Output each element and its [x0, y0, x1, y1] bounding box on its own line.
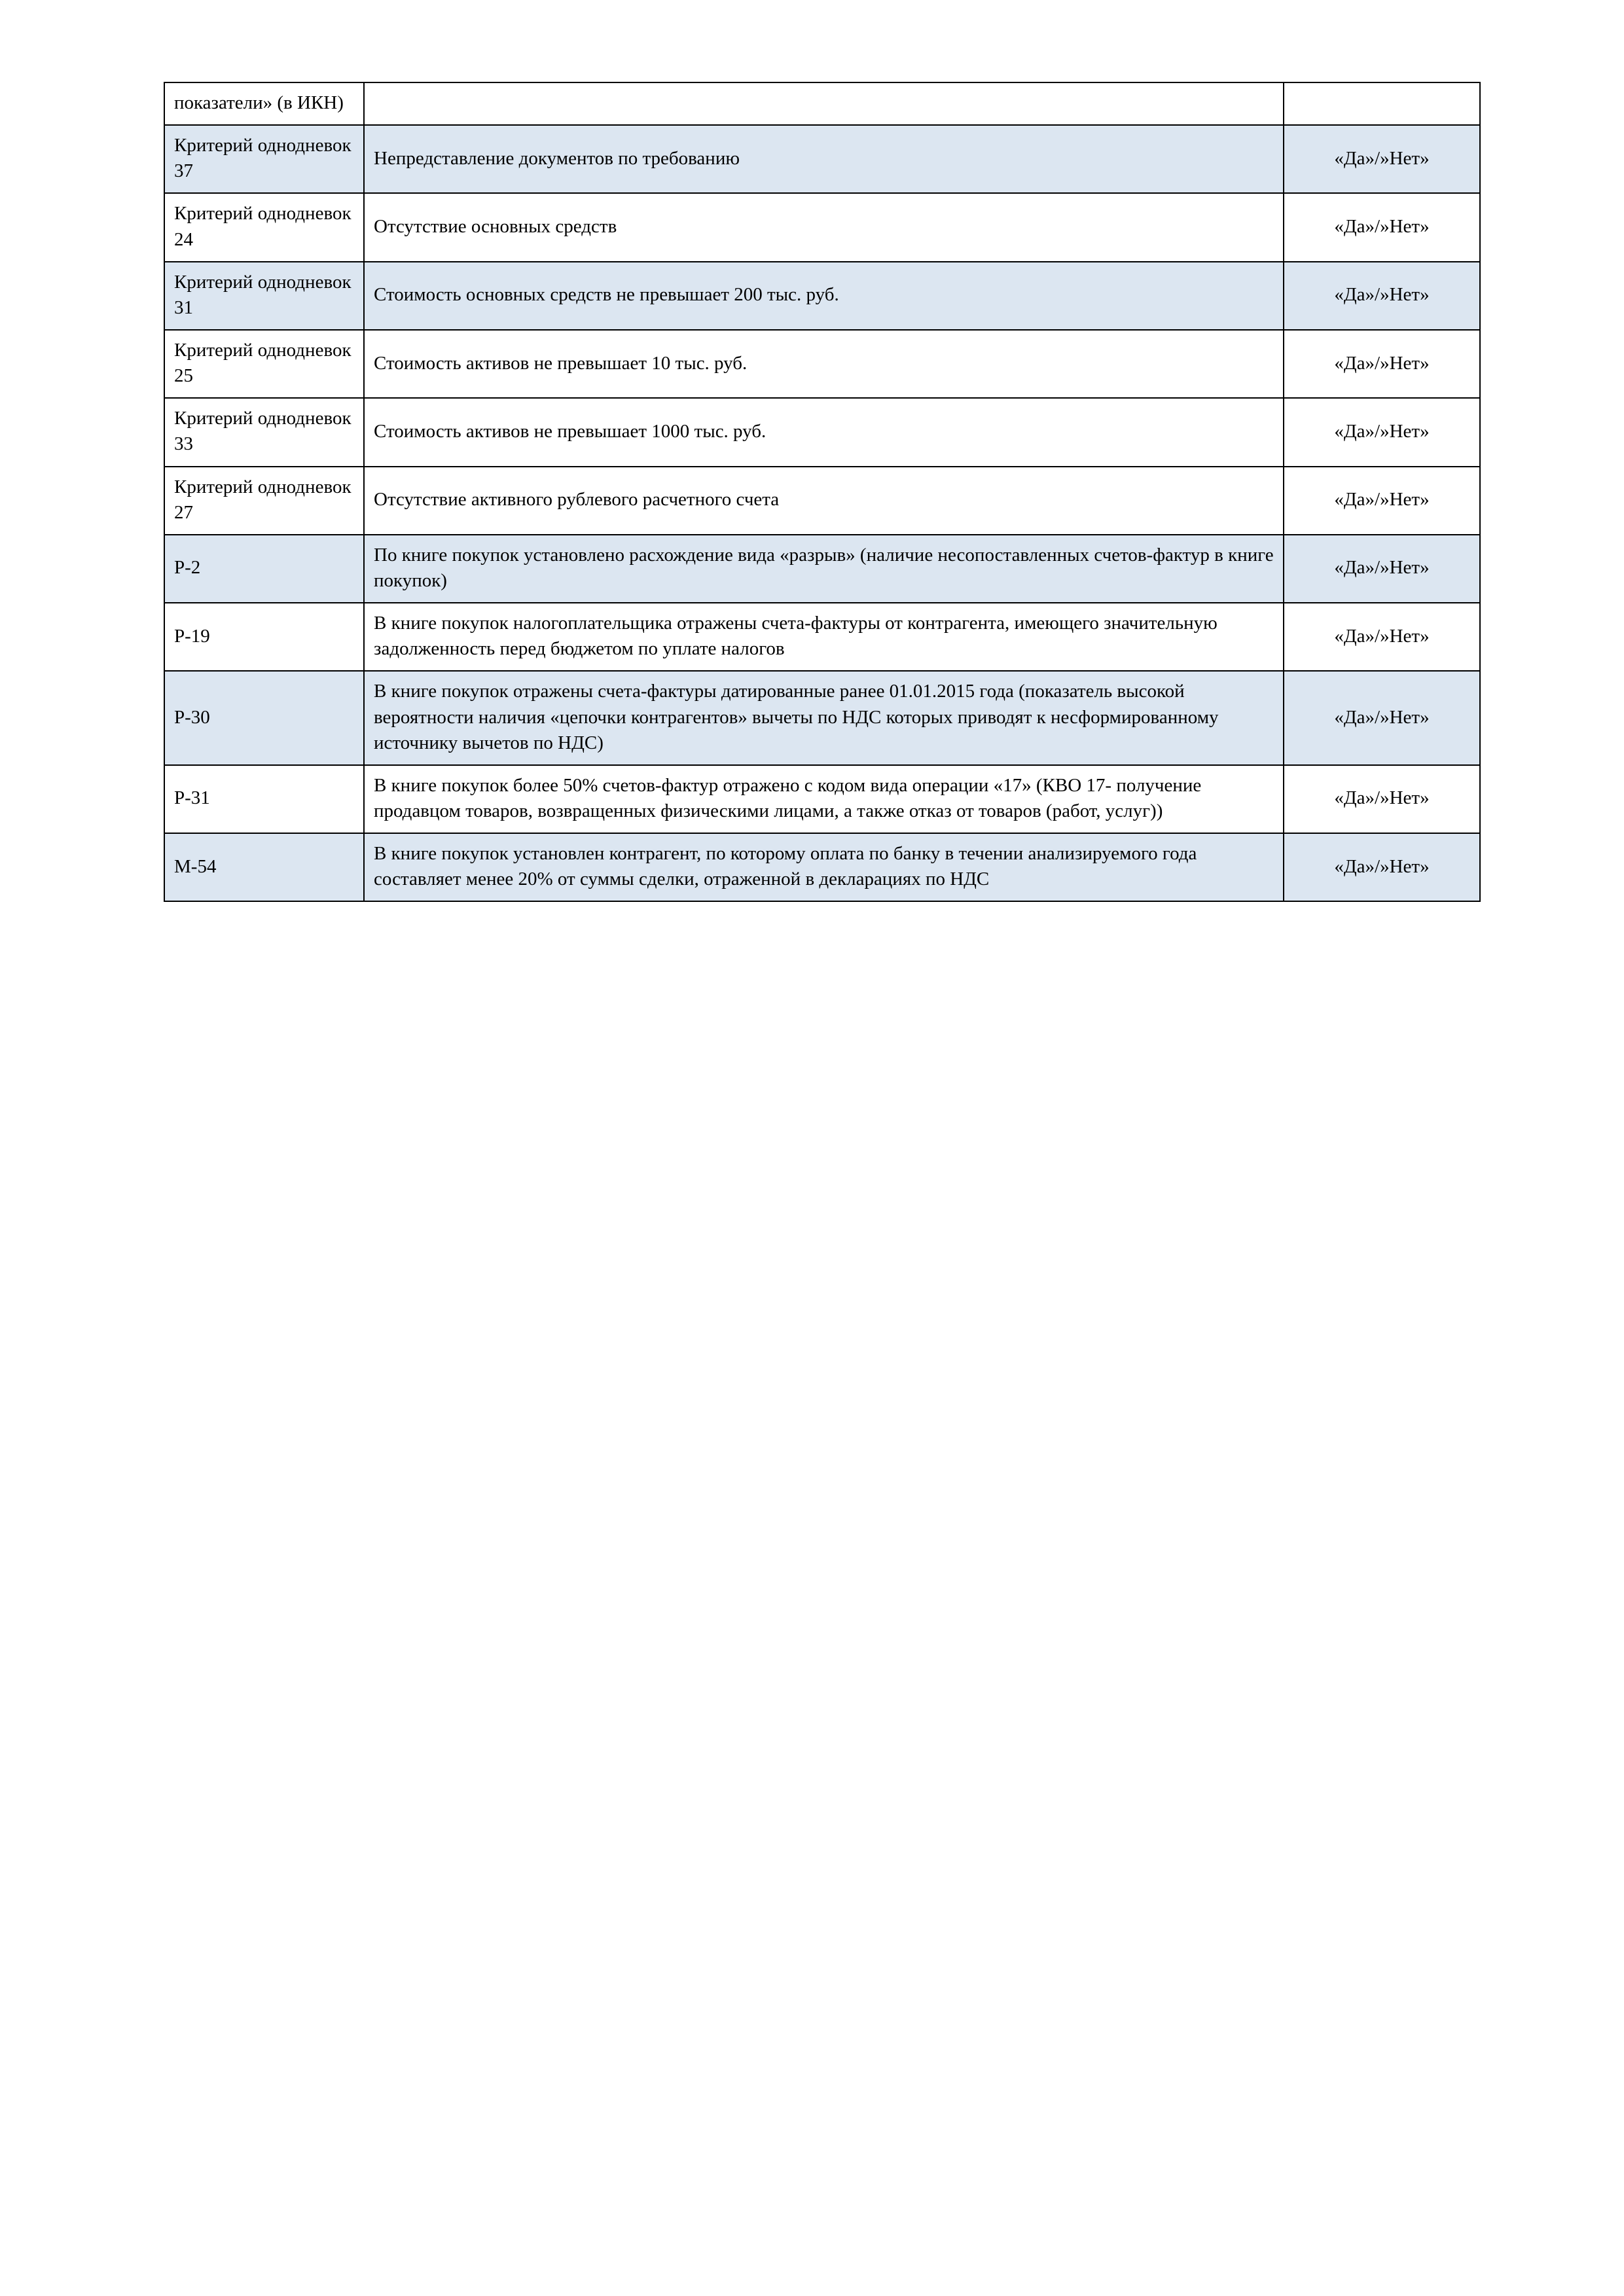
criteria-description-cell: Отсутствие активного рублевого расчетного счета	[364, 467, 1284, 535]
criteria-code-cell: Критерий однодневок 33	[164, 398, 364, 466]
table-row	[164, 535, 1480, 603]
table-row	[164, 125, 1480, 193]
criteria-code-cell: Р-19	[164, 603, 364, 671]
table-row	[164, 671, 1480, 764]
criteria-description-cell: Стоимость основных средств не превышает 200 тыс. руб.	[364, 262, 1284, 330]
criteria-code-cell: Критерий однодневок 25	[164, 330, 364, 398]
criteria-code-cell: Р-30	[164, 671, 364, 764]
criteria-value-cell: «Да»/»Нет»	[1284, 193, 1480, 261]
criteria-value-cell: «Да»/»Нет»	[1284, 603, 1480, 671]
criteria-code-cell: М-54	[164, 833, 364, 901]
table-row	[164, 603, 1480, 671]
criteria-code-cell: Критерий однодневок 37	[164, 125, 364, 193]
criteria-value-cell: «Да»/»Нет»	[1284, 535, 1480, 603]
criteria-table	[164, 82, 1481, 902]
table-row	[164, 262, 1480, 330]
criteria-value-cell	[1284, 82, 1480, 125]
criteria-description-cell: Отсутствие основных средств	[364, 193, 1284, 261]
criteria-description-cell: По книге покупок установлено расхождение вида «разрыв» (наличие несопоставленных счетов-фактур в книге покупок)	[364, 535, 1284, 603]
criteria-value-cell: «Да»/»Нет»	[1284, 262, 1480, 330]
criteria-description-cell: Стоимость активов не превышает 10 тыс. руб.	[364, 330, 1284, 398]
table-row	[164, 330, 1480, 398]
criteria-value-cell: «Да»/»Нет»	[1284, 467, 1480, 535]
criteria-value-cell: «Да»/»Нет»	[1284, 330, 1480, 398]
criteria-table-body	[164, 82, 1480, 901]
criteria-value-cell: «Да»/»Нет»	[1284, 125, 1480, 193]
criteria-code-cell: Критерий однодневок 24	[164, 193, 364, 261]
criteria-description-cell: Непредставление документов по требованию	[364, 125, 1284, 193]
criteria-code-cell: показатели» (в ИКН)	[164, 82, 364, 125]
table-row	[164, 398, 1480, 466]
criteria-code-cell: Критерий однодневок 31	[164, 262, 364, 330]
table-row	[164, 467, 1480, 535]
table-row	[164, 765, 1480, 833]
criteria-code-cell: Р-31	[164, 765, 364, 833]
table-row	[164, 193, 1480, 261]
criteria-description-cell: В книге покупок отражены счета-фактуры датированные ранее 01.01.2015 года (показатель высокой вероятности наличия «цепочки контрагентов» вычеты по НДС которых приводят к несформированному источнику вычетов по НДС)	[364, 671, 1284, 764]
criteria-value-cell: «Да»/»Нет»	[1284, 833, 1480, 901]
criteria-description-cell: В книге покупок более 50% счетов-фактур отражено с кодом вида операции «17» (КВО 17- получение продавцом товаров, возвращенных физическими лицами, а также отказ от товаров (работ, услуг))	[364, 765, 1284, 833]
criteria-value-cell: «Да»/»Нет»	[1284, 671, 1480, 764]
criteria-value-cell: «Да»/»Нет»	[1284, 765, 1480, 833]
criteria-code-cell: Критерий однодневок 27	[164, 467, 364, 535]
table-row	[164, 833, 1480, 901]
criteria-description-cell: В книге покупок налогоплательщика отражены счета-фактуры от контрагента, имеющего значительную задолженность перед бюджетом по уплате налогов	[364, 603, 1284, 671]
criteria-value-cell: «Да»/»Нет»	[1284, 398, 1480, 466]
criteria-description-cell	[364, 82, 1284, 125]
table-row	[164, 82, 1480, 125]
criteria-code-cell: Р-2	[164, 535, 364, 603]
criteria-description-cell: Стоимость активов не превышает 1000 тыс. руб.	[364, 398, 1284, 466]
criteria-description-cell: В книге покупок установлен контрагент, по которому оплата по банку в течении анализируемого года составляет менее 20% от суммы сделки, отраженной в декларациях по НДС	[364, 833, 1284, 901]
